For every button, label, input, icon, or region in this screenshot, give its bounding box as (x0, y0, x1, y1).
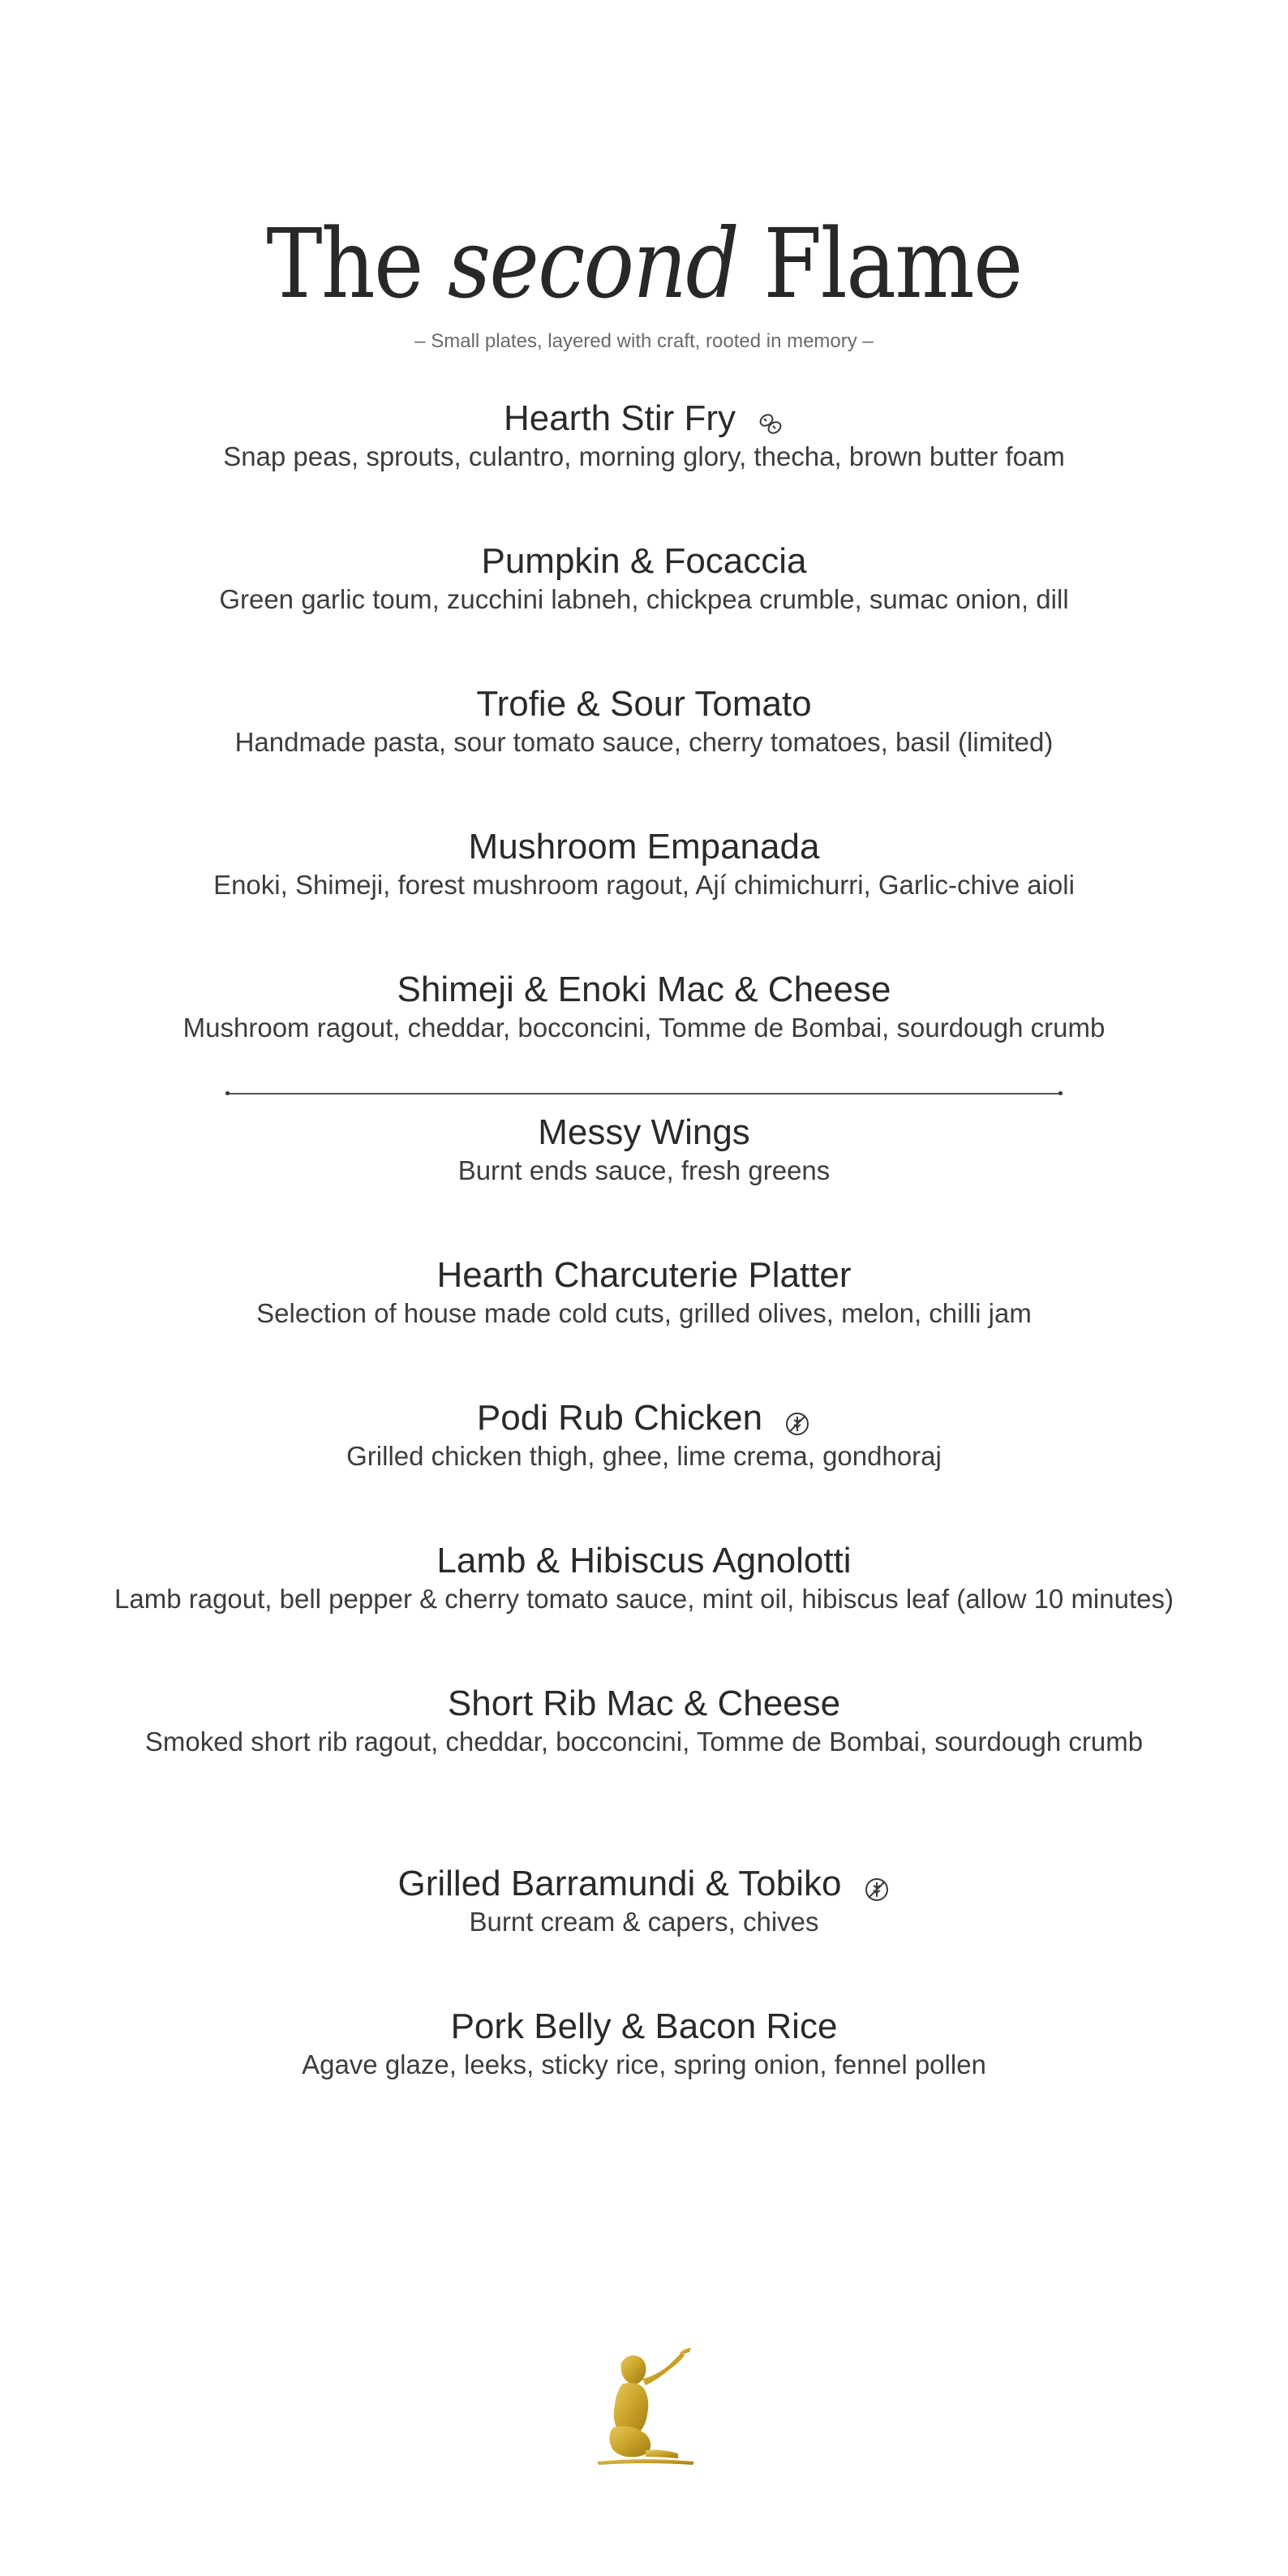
menu-item-description: Selection of house made cold cuts, grilled olives, melon, chilli jam (256, 1298, 1032, 1328)
menu-item-lamb-hibiscus-agnolotti (0, 1538, 1288, 1616)
gluten-free-icon (784, 1404, 811, 1431)
peanut-icon (757, 404, 784, 432)
menu-item-description: Burnt ends sauce, fresh greens (457, 1155, 831, 1185)
menu-item-description: Grilled chicken thigh, ghee, lime crema, gondhoraj (346, 1441, 942, 1471)
menu-item-name: Lamb & Hibiscus Agnolotti (436, 1541, 852, 1580)
section-divider (227, 1093, 1061, 1094)
menu-item-name: Trofie & Sour Tomato (476, 684, 812, 724)
menu-item-pumpkin-focaccia (0, 539, 1288, 617)
menu-item-name: Hearth Charcuterie Platter (436, 1255, 852, 1295)
menu-item-hearth-stir-fry (0, 396, 1288, 474)
menu-item-name: Shimeji & Enoki Mac & Cheese (397, 970, 891, 1009)
menu-item-name: Pumpkin & Focaccia (481, 541, 807, 581)
menu-item-trofie-sour-tomato (0, 682, 1288, 759)
dish-name-text: Podi Rub Chicken (476, 1398, 763, 1438)
seated-figure-logo (589, 2346, 699, 2468)
menu-item-pork-belly-bacon-rice (0, 2004, 1288, 2082)
menu-item-short-rib-mac (0, 1681, 1288, 1759)
menu-item-name (0, 1861, 1288, 1907)
menu-item-podi-rub-chicken (0, 1396, 1288, 1473)
dish-name-text: Grilled Barramundi & Tobiko (397, 1864, 842, 1903)
menu-item-name (0, 396, 1288, 441)
menu-item-name: Mushroom Empanada (468, 827, 820, 867)
dish-name-text: Hearth Stir Fry (503, 398, 736, 438)
menu-item-name: Pork Belly & Bacon Rice (450, 2006, 838, 2046)
title-word-2: Flame (763, 208, 1022, 320)
gluten-free-icon (863, 1869, 891, 1897)
menu-item-charcuterie-platter (0, 1253, 1288, 1331)
menu-item-messy-wings (0, 1110, 1288, 1188)
title-word-1: The (266, 208, 423, 320)
menu-title (77, 207, 1210, 320)
menu-item-grilled-barramundi (0, 1861, 1288, 1939)
menu-item-mushroom-empanada (0, 824, 1288, 902)
menu-item-description: Mushroom ragout, cheddar, bocconcini, Tomme de Bombai, sourdough crumb (182, 1013, 1106, 1043)
menu-item-shimeji-enoki-mac (0, 967, 1288, 1045)
menu-item-name: Messy Wings (538, 1112, 750, 1152)
menu-item-description: Lamb ragout, bell pepper & cherry tomato sauce, mint oil, hibiscus leaf (allow 10 minutes) (114, 1584, 1174, 1614)
menu-item-name (0, 1396, 1288, 1441)
menu-item-description: Green garlic toum, zucchini labneh, chickpea crumble, sumac onion, dill (219, 584, 1069, 614)
menu-item-description: Enoki, Shimeji, forest mushroom ragout, Ají chimichurri, Garlic-chive aioli (213, 870, 1075, 900)
menu-item-description: Smoked short rib ragout, cheddar, bocconcini, Tomme de Bombai, sourdough crumb (144, 1727, 1144, 1757)
menu-item-description: Agave glaze, leeks, sticky rice, spring onion, fennel pollen (302, 2049, 986, 2079)
menu-item-description: Snap peas, sprouts, culantro, morning glory, thecha, brown butter foam (223, 441, 1065, 471)
menu-subtitle: – Small plates, layered with craft, rooted in memory – (414, 330, 874, 352)
menu-item-name: Short Rib Mac & Cheese (447, 1684, 841, 1723)
menu-item-description: Burnt cream & capers, chives (469, 1907, 819, 1937)
menu-item-description: Handmade pasta, sour tomato sauce, cherry tomatoes, basil (limited) (234, 727, 1054, 757)
title-word-italic: second (447, 208, 739, 320)
